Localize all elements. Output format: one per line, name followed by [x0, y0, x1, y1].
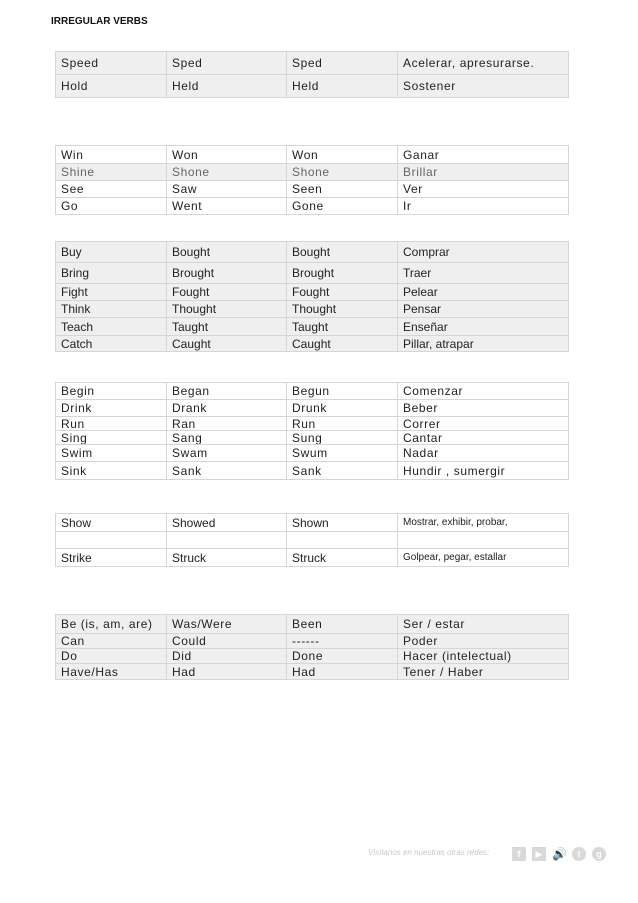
past-simple [167, 532, 287, 549]
footer-text: Visítanos en nuestras otras redes: [368, 848, 490, 857]
table-row [56, 549, 569, 567]
table-row [56, 146, 569, 164]
translation: Golpear, pegar, estallar [398, 549, 569, 567]
table-row [56, 417, 569, 431]
translation: Hacer (intelectual) [398, 649, 569, 664]
past-simple: Shone [167, 164, 287, 181]
translation: Poder [398, 634, 569, 649]
base-form: Run [56, 417, 167, 431]
table-row [56, 263, 569, 284]
past-simple: Fought [167, 284, 287, 301]
past-participle: Gone [287, 198, 398, 215]
base-form: See [56, 181, 167, 198]
translation: Cantar [398, 431, 569, 445]
translation: Hundir , sumergir [398, 462, 569, 480]
youtube-icon[interactable]: ▶ [532, 847, 546, 861]
table-row [56, 634, 569, 649]
table-row [56, 284, 569, 301]
table-row [56, 336, 569, 352]
past-participle [287, 532, 398, 549]
facebook-icon[interactable]: f [512, 847, 526, 861]
table-row [56, 75, 569, 98]
translation: Mostrar, exhibir, probar, [398, 514, 569, 532]
past-simple: Swam [167, 445, 287, 462]
past-participle: Brought [287, 263, 398, 284]
translation: Ganar [398, 146, 569, 164]
social-links [512, 847, 606, 861]
translation: Sostener [398, 75, 569, 98]
verb-table-2 [55, 145, 569, 215]
translation: Ver [398, 181, 569, 198]
base-form: Hold [56, 75, 167, 98]
translation: Pillar, atrapar [398, 336, 569, 352]
past-simple: Could [167, 634, 287, 649]
past-participle: Had [287, 664, 398, 680]
past-participle: Struck [287, 549, 398, 567]
translation: Tener / Haber [398, 664, 569, 680]
base-form: Go [56, 198, 167, 215]
past-simple: Struck [167, 549, 287, 567]
past-simple: Thought [167, 301, 287, 318]
translation: Brillar [398, 164, 569, 181]
past-participle: Thought [287, 301, 398, 318]
base-form: Catch [56, 336, 167, 352]
table-row [56, 164, 569, 181]
past-simple: Did [167, 649, 287, 664]
translation: Ir [398, 198, 569, 215]
table-row [56, 198, 569, 215]
table-row [56, 445, 569, 462]
past-simple: Went [167, 198, 287, 215]
base-form: Bring [56, 263, 167, 284]
past-participle: Swum [287, 445, 398, 462]
past-simple: Had [167, 664, 287, 680]
past-simple: Brought [167, 263, 287, 284]
past-participle: Done [287, 649, 398, 664]
table-row [56, 514, 569, 532]
translation: Correr [398, 417, 569, 431]
translation: Nadar [398, 445, 569, 462]
past-participle: Fought [287, 284, 398, 301]
past-simple: Caught [167, 336, 287, 352]
past-simple: Was/Were [167, 615, 287, 634]
past-simple: Won [167, 146, 287, 164]
base-form: Have/Has [56, 664, 167, 680]
table-row [56, 431, 569, 445]
base-form: Can [56, 634, 167, 649]
past-participle: Drunk [287, 400, 398, 417]
past-simple: Drank [167, 400, 287, 417]
past-participle: Shone [287, 164, 398, 181]
table-row [56, 301, 569, 318]
base-form: Do [56, 649, 167, 664]
past-simple: Began [167, 383, 287, 400]
verb-table-3 [55, 241, 569, 352]
table-row [56, 52, 569, 75]
table-row [56, 615, 569, 634]
base-form: Teach [56, 318, 167, 336]
base-form: Begin [56, 383, 167, 400]
past-simple: Taught [167, 318, 287, 336]
base-form: Fight [56, 284, 167, 301]
past-participle: Held [287, 75, 398, 98]
table-row [56, 532, 569, 549]
translation: Comenzar [398, 383, 569, 400]
past-participle: Sung [287, 431, 398, 445]
base-form: Speed [56, 52, 167, 75]
table-row [56, 400, 569, 417]
translation: Enseñar [398, 318, 569, 336]
verb-table-1 [55, 51, 569, 98]
past-participle: Caught [287, 336, 398, 352]
translation: Comprar [398, 242, 569, 263]
past-participle: Taught [287, 318, 398, 336]
past-simple: Bought [167, 242, 287, 263]
past-simple: Sang [167, 431, 287, 445]
base-form: Shine [56, 164, 167, 181]
base-form: Be (is, am, are) [56, 615, 167, 634]
translation: Traer [398, 263, 569, 284]
past-participle: Begun [287, 383, 398, 400]
table-row [56, 649, 569, 664]
base-form: Think [56, 301, 167, 318]
table-row [56, 664, 569, 680]
translation: Pelear [398, 284, 569, 301]
past-participle: Sped [287, 52, 398, 75]
twitter-icon[interactable]: t [572, 847, 586, 861]
base-form: Buy [56, 242, 167, 263]
translation: Beber [398, 400, 569, 417]
google-plus-icon[interactable]: g [592, 847, 606, 861]
base-form: Sink [56, 462, 167, 480]
verb-table-6 [55, 614, 569, 680]
translation [398, 532, 569, 549]
table-row [56, 383, 569, 400]
past-simple: Saw [167, 181, 287, 198]
table-row [56, 462, 569, 480]
table-row [56, 242, 569, 263]
translation: Acelerar, apresurarse. [398, 52, 569, 75]
past-participle: Bought [287, 242, 398, 263]
page-title: IRREGULAR VERBS [51, 16, 148, 27]
base-form: Sing [56, 431, 167, 445]
table-row [56, 318, 569, 336]
table-row [56, 181, 569, 198]
past-simple: Ran [167, 417, 287, 431]
speaker-icon[interactable]: 🔊 [552, 847, 567, 861]
past-participle: Sank [287, 462, 398, 480]
base-form: Win [56, 146, 167, 164]
past-participle: Run [287, 417, 398, 431]
base-form: Show [56, 514, 167, 532]
verb-table-4 [55, 382, 569, 480]
past-participle: Shown [287, 514, 398, 532]
base-form: Swim [56, 445, 167, 462]
base-form [56, 532, 167, 549]
past-participle: Won [287, 146, 398, 164]
past-simple: Showed [167, 514, 287, 532]
past-simple: Held [167, 75, 287, 98]
past-simple: Sank [167, 462, 287, 480]
past-simple: Sped [167, 52, 287, 75]
past-participle: Seen [287, 181, 398, 198]
translation: Ser / estar [398, 615, 569, 634]
past-participle: Been [287, 615, 398, 634]
past-participle: ------ [287, 634, 398, 649]
base-form: Strike [56, 549, 167, 567]
verb-table-5 [55, 513, 569, 567]
base-form: Drink [56, 400, 167, 417]
translation: Pensar [398, 301, 569, 318]
